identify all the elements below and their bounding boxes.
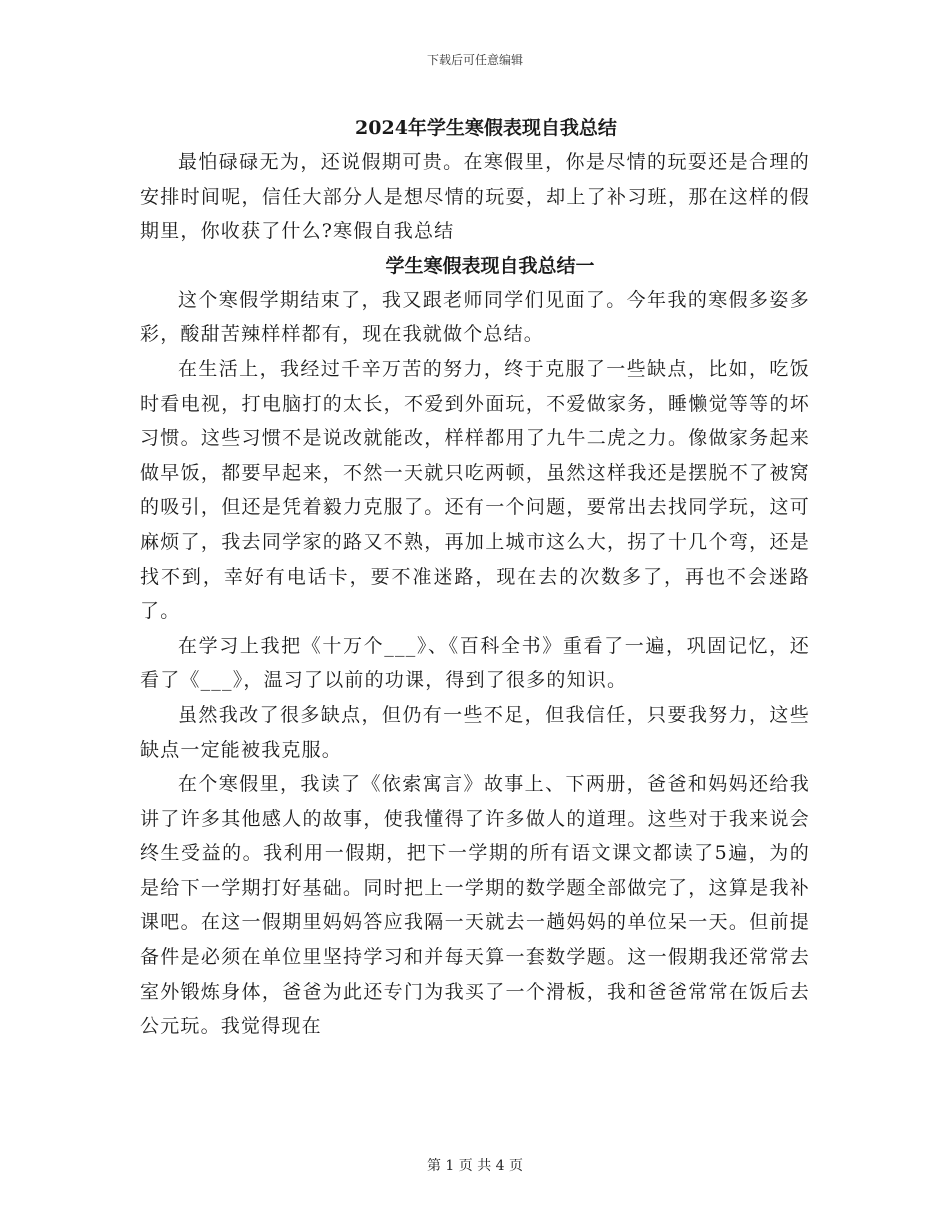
- document-body: [140, 111, 810, 1044]
- page-footer: 第 1 页 共 4 页: [426, 1158, 524, 1174]
- body-paragraph: 这个寒假学期结束了，我又跟老师同学们见面了。今年我的寒假多姿多彩，酸甜苦辣样样都有，现在我就做个总结。: [140, 288, 810, 346]
- intro-paragraph: 最怕碌碌无为，还说假期可贵。在寒假里，你是尽情的玩耍还是合理的安排时间呢，信任大部分人是想尽情的玩耍，却上了补习班，那在这样的假期里，你收获了什么?寒假自我总结: [140, 151, 810, 243]
- body-paragraph: 在个寒假里，我读了《依索寓言》故事上、下两册，爸爸和妈妈还给我讲了许多其他感人的故事，使我懂得了许多做人的道理。这些对于我来说会终生受益的。我利用一假期，把下一学期的所有语文课文都读了5遍，为的是给下一学期打好基础。同时把上一学期的数学题全部做完了，这算是我补课吧。在这一假期里妈妈答应我隔一天就去一趟妈妈的单位呆一天。但前提备件是必须在单位里坚持学习和并每天算一套数学题。这一假期我还常常去室外锻炼身体，爸爸为此还专门为我买了一个滑板，我和爸爸常常在饭后去公元玩。我觉得现在: [140, 773, 810, 1038]
- body-paragraph: 在学习上我把《十万个___》、《百科全书》重看了一遍，巩固记忆，还看了《___》，温习了以前的功课，得到了很多的知识。: [140, 634, 810, 692]
- section-title: 学生寒假表现自我总结一: [385, 254, 595, 277]
- document-title: 2024年学生寒假表现自我总结: [355, 117, 617, 139]
- body-paragraph: 虽然我改了很多缺点，但仍有一些不足，但我信任，只要我努力，这些缺点一定能被我克服。: [140, 703, 810, 761]
- header-note: 下载后可任意编辑: [426, 53, 523, 67]
- body-paragraph: 在生活上，我经过千辛万苦的努力，终于克服了一些缺点，比如，吃饭时看电视，打电脑打的太长，不爱到外面玩，不爱做家务，睡懒觉等等的坏习惯。这些习惯不是说改就能改，样样都用了九牛二虎之力。像做家务起来做早饭，都要早起来，不然一天就只吃两顿，虽然这样我还是摆脱不了被窝的吸引，但还是凭着毅力克服了。还有一个问题，要常出去找同学玩，这可麻烦了，我去同学家的路又不熟，再加上城市这么大，拐了十几个弯，还是找不到，幸好有电话卡，要不准迷路，现在去的次数多了，再也不会迷路了。: [140, 357, 810, 623]
